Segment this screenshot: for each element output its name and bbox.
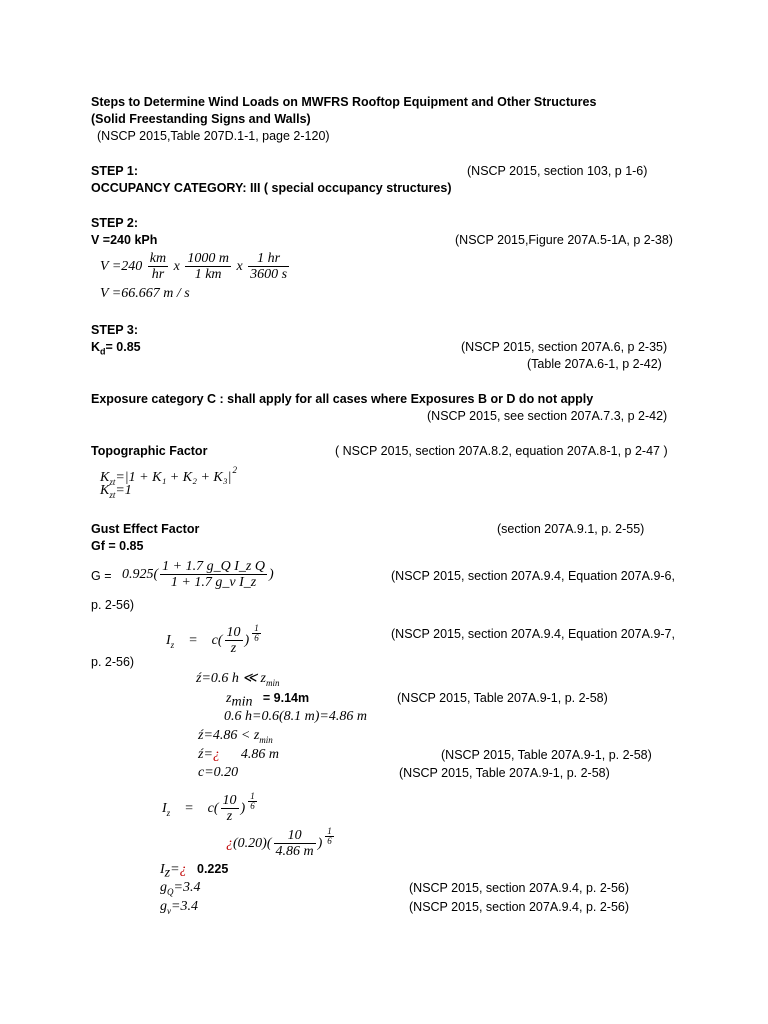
iz-equation-ref: (NSCP 2015, section 207A.9.4, Equation 207A.9-7, — [391, 627, 675, 641]
zmin-ref: (NSCP 2015, Table 207A.9-1, p. 2-58) — [397, 691, 608, 705]
velocity-conversion-equation: V =240 $\frac{km}{hr}$ x $\frac{1000 m}{1 km}$ x $\frac{1 hr}{3600 s}$ — [100, 251, 288, 283]
gq-value: $g_Q=3.4$ — [160, 880, 201, 897]
doc-title: Steps to Determine Wind Loads on MWFRS Rooftop Equipment and Other Structures — [91, 95, 597, 109]
height-calc: 0.6 h=0.6(8.1 m)=4.86 m — [224, 709, 367, 724]
doc-reference: (NSCP 2015,Table 207D.1-1, page 2-120) — [97, 129, 330, 143]
iz-result: $I_z=¿$ 0.225 — [160, 862, 229, 881]
g-equation-ref: (NSCP 2015, section 207A.9.4, Equation 207A.9-6, — [391, 569, 675, 583]
gust-effect-factor-ref: (section 207A.9.1, p. 2-55) — [497, 522, 645, 536]
gust-effect-factor-label: Gust Effect Factor — [91, 522, 200, 536]
z-bar-ref: (NSCP 2015, Table 207A.9-1, p. 2-58) — [441, 748, 652, 762]
iz-substitution: ¿(0.20)( $\frac{10}{4.86 m}$ ) $^{\frac{1}{6}}$ — [226, 826, 332, 860]
z-bar-result: ź=¿ 4.86 m — [198, 747, 280, 762]
wind-speed-line: V =240 kPh — [91, 233, 158, 247]
zmin-line: $z_{min}$ = 9.14m — [226, 691, 310, 710]
z-bar-compare: ź=4.86 < $z_{min}$ — [198, 728, 273, 745]
exposure-ref: (NSCP 2015, see section 207A.7.3, p 2-42) — [427, 409, 668, 423]
step2-label: STEP 2: — [91, 216, 139, 230]
step3-table-ref: (Table 207A.6-1, p 2-42) — [527, 357, 662, 371]
g-label: G = — [91, 569, 112, 583]
exposure-category: Exposure category C : shall apply for all cases where Exposures B or D do not apply — [91, 392, 594, 406]
kzt-equation: $K_{zt}=|1 + K_1 + K_2 + K_3|^2$ — [100, 465, 237, 487]
step1-ref: (NSCP 2015, section 103, p 1-6) — [467, 164, 648, 178]
velocity-result: V =66.667 m / s — [100, 286, 190, 301]
iz-equation-repeat: $I_z$ = c( $\frac{10}{z}$ ) $^{\frac{1}{6}}$ — [162, 791, 255, 825]
step1-label: STEP 1: — [91, 164, 139, 178]
z-bar-equation: ź=0.6 h ≪ $z_{min}$ — [196, 671, 280, 688]
gq-ref: (NSCP 2015, section 207A.9.4, p. 2-56) — [409, 881, 630, 895]
step3-label: STEP 3: — [91, 323, 139, 337]
gf-value: Gf = 0.85 — [91, 539, 144, 553]
iz-equation-page: p. 2-56) — [91, 655, 135, 669]
step2-ref: (NSCP 2015,Figure 207A.5-1A, p 2-38) — [455, 233, 673, 247]
kzt-result: $K_{zt}=1$ — [100, 483, 132, 500]
c-value: c=0.20 — [198, 765, 239, 780]
kd-line: $K_d= 0.85$ — [91, 340, 141, 357]
g-equation: 0.925( $\frac{\text{1 + 1.7 g\_Q I\_z Q}}{\text{1 + 1.7 g\_v I\_z}}$ ) — [122, 559, 274, 591]
gv-value: $g_v=3.4$ — [160, 899, 198, 916]
c-ref: (NSCP 2015, Table 207A.9-1, p. 2-58) — [399, 766, 610, 780]
step3-ref: (NSCP 2015, section 207A.6, p 2-35) — [461, 340, 668, 354]
g-equation-page: p. 2-56) — [91, 598, 135, 612]
iz-equation: $I_z$ = c( $\frac{10}{z}$ ) $^{\frac{1}{6}}$ — [166, 623, 259, 657]
doc-subtitle: (Solid Freestanding Signs and Walls) — [91, 112, 311, 126]
occupancy-category: OCCUPANCY CATEGORY: III ( special occupancy structures) — [91, 181, 452, 195]
gv-ref: (NSCP 2015, section 207A.9.4, p. 2-56) — [409, 900, 630, 914]
topographic-factor-ref: ( NSCP 2015, section 207A.8.2, equation 207A.8-1, p 2-47 ) — [335, 444, 668, 458]
topographic-factor-label: Topographic Factor — [91, 444, 208, 458]
